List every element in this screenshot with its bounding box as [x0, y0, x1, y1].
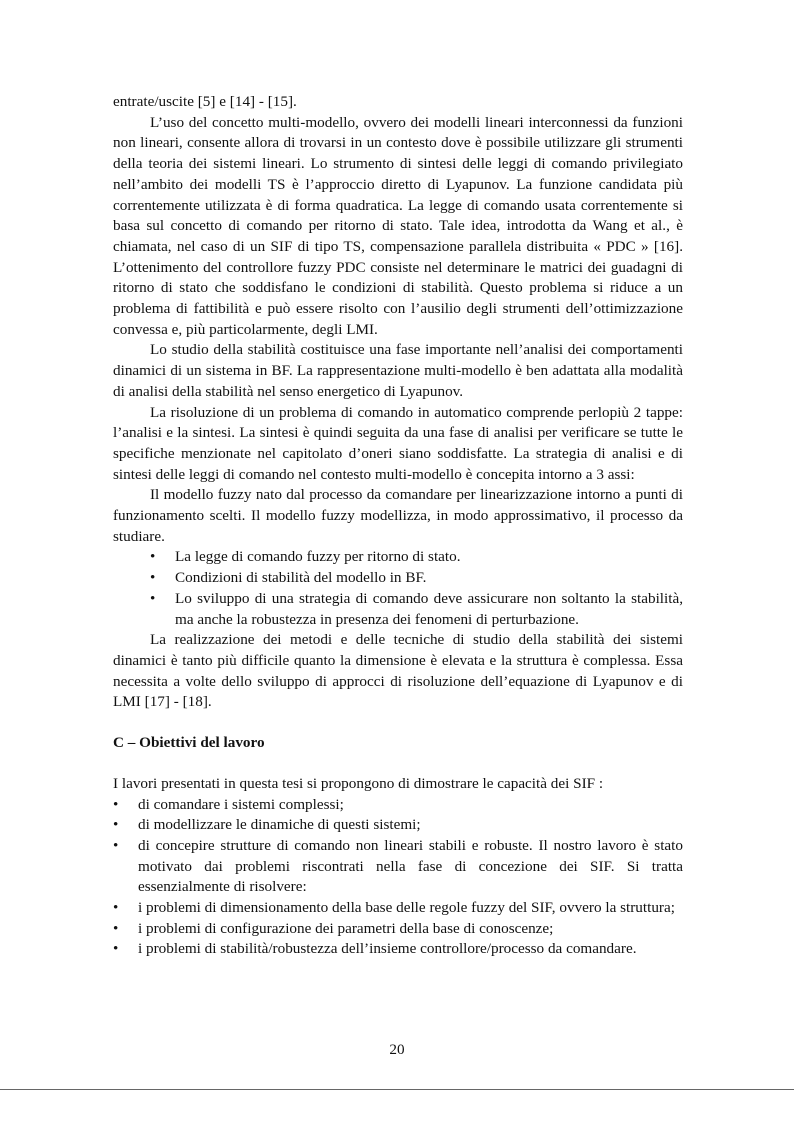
list-item [113, 836, 683, 898]
bullet-list-objectives [113, 795, 683, 961]
section-heading: C – Obiettivi del lavoro [113, 734, 265, 752]
list-item-text: Lo sviluppo di una strategia di comando deve assicurare non soltanto la stabilità, ma anche la robustezza in presenza dei fenomeni di perturbazione. [175, 589, 683, 628]
paragraph-multi-model: L’uso del concetto multi-modello, ovvero dei modelli lineari interconnessi da funzioni non lineari, consente allora di trovarsi in un contesto dove è possibile utilizzare gli strumenti della teoria dei sistemi lineari. Lo strumento di sintesi delle leggi di comando privilegiato nell’ambito dei modelli TS è l’approccio diretto di Lyapunov. La funzione candidata più correntemente utilizzata è di forma quadratica. La legge di comando usata correntemente si basa sul concetto di comando per ritorno di stato. Tale idea, introdotta da Wang et al., è chiamata, nel caso di un SIF di tipo TS, compensazione parallela distribuita « PDC » [16]. L’ottenimento del controllore fuzzy PDC consiste nel determinare le matrici dei guadagni di ritorno di stato che soddisfano le condizioni di stabilità. Questo problema si riduce a un problema di fattibilità e può essere risolto con l’ausilio degli strumenti dell’ottimizzazione convessa e, più particolarmente, degli LMI. [113, 113, 683, 338]
paragraph-stability: Lo studio della stabilità costituisce una fase importante nell’analisi dei comportamenti dinamici di un sistema in BF. La rappresentazione multi-modello è ben adattata alla modalità di analisi della stabilità nel senso energetico di Lyapunov. [113, 341, 683, 400]
bullet-icon: • [113, 899, 119, 917]
page-body [113, 92, 683, 960]
list-item-text: di modellizzare le dinamiche di questi sistemi; [138, 816, 421, 834]
paragraph-complexity: La realizzazione dei metodi e delle tecniche di studio della stabilità dei sistemi dinamici è tanto più difficile quanto la dimensione è elevata e la struttura è complessa. Essa necessita a volte dello sviluppo di approcci di risoluzione dell’equazione di Lyapunov e di LMI [17] - [18]. [113, 631, 683, 711]
list-item-text: i problemi di stabilità/robustezza dell’insieme controllore/processo da comandare. [138, 940, 637, 958]
bullet-icon: • [113, 795, 119, 813]
list-item [113, 589, 683, 630]
list-item-text: di comandare i sistemi complessi; [138, 795, 344, 813]
list-item [113, 568, 683, 589]
list-item-text: i problemi di dimensionamento della base delle regole fuzzy del SIF, ovvero la struttura; [138, 899, 675, 917]
list-item [113, 547, 683, 568]
bullet-icon: • [113, 940, 119, 958]
bullet-icon: • [113, 816, 119, 834]
list-item [113, 795, 683, 816]
list-item-text: La legge di comando fuzzy per ritorno di stato. [175, 548, 461, 566]
list-item [113, 939, 683, 960]
list-item [113, 898, 683, 919]
bullet-icon: • [150, 569, 156, 587]
footer-divider [0, 1089, 794, 1090]
list-item [113, 919, 683, 940]
paragraph-objectives: I lavori presentati in questa tesi si propongono di dimostrare le capacità dei SIF : [113, 774, 604, 792]
bullet-icon: • [113, 836, 119, 854]
list-item-text: di concepire strutture di comando non lineari stabili e robuste. Il nostro lavoro è stato motivato dai problemi riscontrati nella fase di concezione dei SIF. Si tratta essenzialmente di risolvere: [138, 836, 683, 896]
list-item [113, 815, 683, 836]
bullet-list-axes [113, 547, 683, 630]
list-item-text: Condizioni di stabilità del modello in BF. [175, 569, 427, 587]
bullet-icon: • [113, 919, 119, 937]
paragraph-control-problem: La risoluzione di un problema di comando in automatico comprende perlopiù 2 tappe: l’analisi e la sintesi. La sintesi è quindi seguita da una fase di analisi per verificare se tutte le specifiche menzionate nel capitolato d’oneri siano soddisfatte. La strategia di analisi e di sintesi delle leggi di comando nel contesto multi-modello è concepita intorno a 3 assi: [113, 403, 683, 483]
page-number: 20 [389, 1041, 405, 1058]
bullet-icon: • [150, 548, 156, 566]
bullet-icon: • [150, 589, 156, 607]
list-item-text: i problemi di configurazione dei parametri della base di conoscenze; [138, 919, 554, 937]
paragraph-fuzzy-model: Il modello fuzzy nato dal processo da comandare per linearizzazione intorno a punti di funzionamento scelti. Il modello fuzzy modellizza, in modo approssimativo, il processo da studiare. [113, 486, 683, 545]
paragraph-continuation: entrate/uscite [5] e [14] - [15]. [113, 93, 297, 110]
